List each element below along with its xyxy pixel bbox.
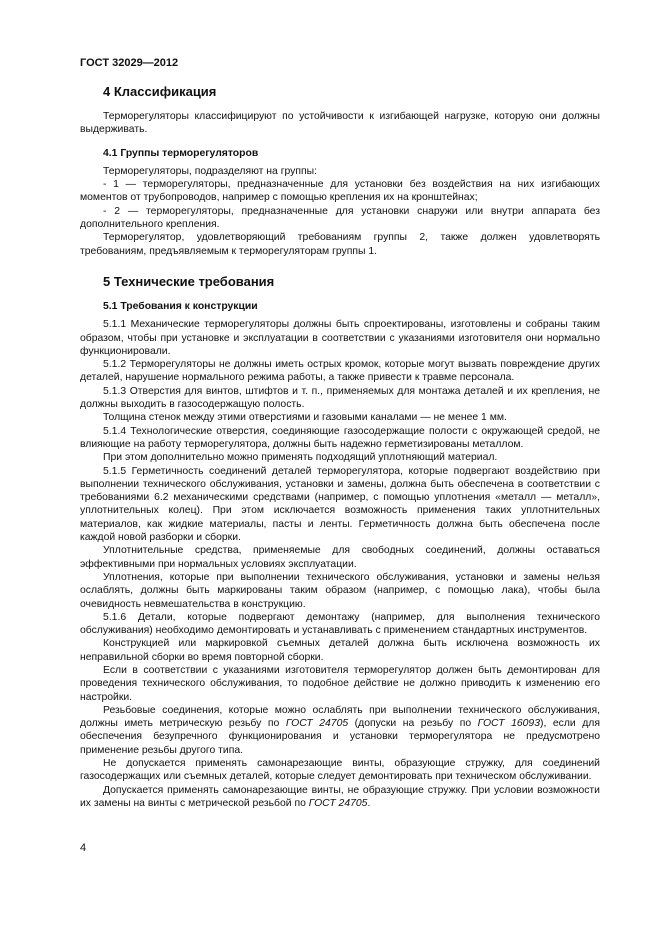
paragraph: 5.1.1 Механические терморегуляторы должны быть спроектированы, изготовлены и собраны таким образом, чтобы при установке и эксплуатации в соответствии с указаниями изготовителя они нормально функционировали. (80, 319, 600, 357)
section-5-title: 5 Технические требования (103, 273, 275, 289)
paragraph: 5.1.5 Герметичность соединений деталей терморегулятора, которые подвергают воздействию при выполнении технического обслуживания, установки и замены, должна быть обеспечена в соответствии с требованиями 6.2 механическими средствами (например, с помощью уплотнения «металл — металл», уплотнительных колец). При этом исключается возможность применения таких уплотнительных материалов, как жидкие материалы, пасты и ленты. Герметичность должна быть обеспечена после каждой новой разборки и сборки. (80, 465, 600, 544)
paragraph: Конструкцией или маркировкой съемных деталей должна быть исключена возможность их неправильной сборки во время повторной сборки. (80, 638, 600, 663)
document-id: ГОСТ 32029—2012 (80, 57, 179, 69)
paragraph: 5.1.2 Терморегуляторы не должны иметь острых кромок, которые могут вызвать повреждение других деталей, нарушение нормального режима работы, а также привести к травме персонала. (80, 359, 600, 384)
paragraph (80, 704, 600, 757)
document-body (80, 84, 600, 810)
paragraph: Уплотнительные средства, применяемые для свободных соединений, должны оставаться эффективными при нормальных условиях эксплуатации. (80, 545, 600, 570)
text-run: ), если для обеспечения безупречного функционирования и установки терморегулятора не предусмотрено применение резьбы другого типа. (80, 718, 600, 756)
paragraph (80, 784, 600, 811)
paragraph: 5.1.3 Отверстия для винтов, штифтов и т. п., применяемых для монтажа деталей и их крепления, не должны выходить в газосодержащую полость. (80, 385, 600, 411)
section-4-intro: Терморегуляторы классифицируют по устойчивости к изгибающей нагрузке, которую они должны выдерживать. (80, 111, 600, 136)
text-run: Резьбовые соединения, которые можно ослаблять при выполнении технического обслуживания, должны иметь метрическую резьбу по (80, 704, 600, 730)
subsection-4-1-title: 4.1 Группы терморегуляторов (103, 147, 259, 159)
standard-reference: ГОСТ 24705 (308, 797, 368, 809)
text-run: . (367, 797, 371, 809)
paragraph: Терморегуляторы, подразделяют на группы: (103, 165, 317, 177)
paragraph: Толщина стенок между этими отверстиями и газовыми каналами — не менее 1 мм. (103, 412, 507, 424)
paragraph: 5.1.6 Детали, которые подвергают демонтажу (например, для выполнения технического обслуживания) необходимо демонтировать и устанавливать с применением стандартных инструментов. (80, 611, 600, 637)
subsection-5-1-title: 5.1 Требования к конструкции (103, 300, 258, 312)
paragraph: При этом дополнительно можно применять подходящий уплотняющий материал. (103, 452, 498, 464)
paragraph: Уплотнения, которые при выполнении технического обслуживания, установки и замены нельзя ослаблять, должны быть маркированы таким образом (например, с помощью лака), чтобы была очевидность невмешательства в конструкцию. (80, 571, 600, 610)
paragraph: Терморегулятор, удовлетворяющий требованиям группы 2, также должен удовлетворять требованиям, предъявляемым к терморегуляторам группы 1. (80, 232, 600, 257)
paragraph: Не допускается применять самонарезающие винты, образующие стружку, для соединений газосодержащих или съемных деталей, которые следует демонтировать при техническом обслуживании. (80, 758, 600, 783)
section-4-title: 4 Классификация (103, 84, 217, 99)
text-run: Допускается применять самонарезающие винты, не образующие стружку. При условии возможности их замены на винты с метрической резьбой по (80, 784, 600, 809)
standard-reference: ГОСТ 16093 (477, 718, 540, 730)
paragraph: 5.1.4 Технологические отверстия, соединяющие газосодержащие полости с окружающей средой, не влияющие на работу терморегулятора, должны быть надежно герметизированы металлом. (80, 425, 600, 450)
standard-reference: ГОСТ 24705 (285, 718, 349, 730)
paragraph: Если в соответствии с указаниями изготовителя терморегулятор должен быть демонтирован для проведения технического обслуживания, то подобное действие не должно приводить к изменению его настройки. (80, 664, 600, 703)
list-item: - 2 — терморегуляторы, предназначенные для установки снаружи или внутри аппарата без дополнительного крепления. (80, 205, 600, 231)
list-item: - 1 — терморегуляторы, предназначенные для установки без воздействия на них изгибающих моментов от трубопроводов, например с помощью крепления их на кронштейнах; (80, 179, 600, 204)
text-run: (допуски на резьбу по (348, 718, 478, 730)
page-number: 4 (80, 842, 87, 854)
